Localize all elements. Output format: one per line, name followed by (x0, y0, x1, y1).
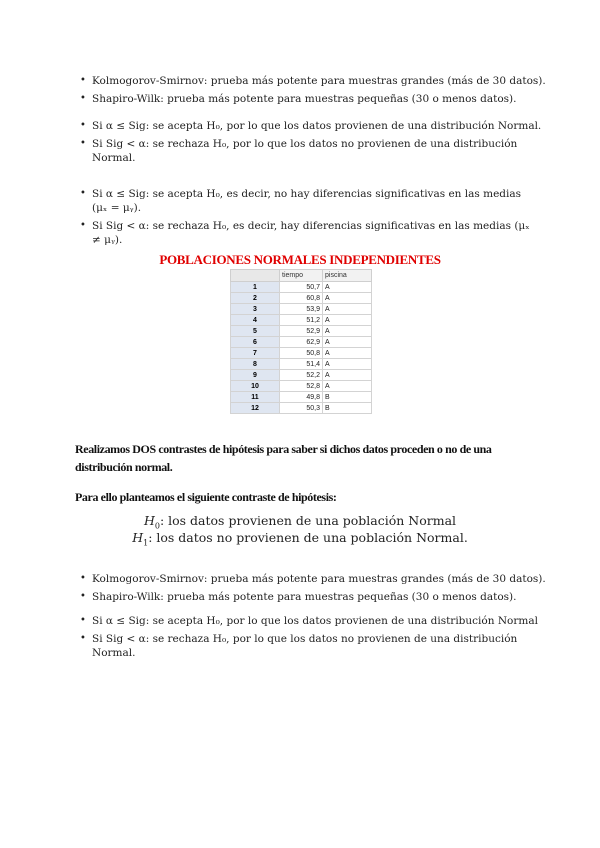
tiempo-cell: 50,3 (280, 403, 323, 414)
tiempo-cell: 52,8 (280, 381, 323, 392)
list-item (78, 590, 546, 604)
table-row (231, 337, 372, 348)
table-corner-cell (231, 270, 280, 282)
list-item-text: Kolmogorov-Smirnov: prueba más potente para muestras grandes (más de 30 datos). (92, 573, 546, 585)
row-index-cell: 3 (231, 304, 280, 315)
data-table (230, 269, 372, 414)
table-row (231, 293, 372, 304)
normality-rules-list-repeat (78, 614, 538, 664)
bullet-icon: • (80, 573, 86, 584)
piscina-cell: A (323, 337, 372, 348)
bullet-icon: • (80, 93, 86, 104)
tiempo-cell: 52,2 (280, 370, 323, 381)
h0-symbol: H (143, 513, 155, 528)
tiempo-cell: 50,8 (280, 348, 323, 359)
tiempo-cell: 51,4 (280, 359, 323, 370)
hypothesis-h1 (0, 529, 600, 552)
list-item-text: Si Sig < α: se rechaza H₀, por lo que los datos no provienen de una distribución Normal. (92, 633, 518, 659)
bullet-icon: • (80, 75, 86, 86)
piscina-cell: A (323, 348, 372, 359)
list-item-text: Si α ≤ Sig: se acepta H₀, es decir, no hay diferencias significativas en las medias (μₓ = μᵧ). (92, 188, 522, 214)
list-item (78, 187, 532, 215)
row-index-cell: 10 (231, 381, 280, 392)
tiempo-cell: 60,8 (280, 293, 323, 304)
bullet-icon: • (80, 188, 86, 199)
table-row (231, 326, 372, 337)
table-row (231, 304, 372, 315)
h1-symbol: H (132, 530, 144, 545)
table-row (231, 282, 372, 293)
row-index-cell: 9 (231, 370, 280, 381)
piscina-cell: B (323, 403, 372, 414)
list-item-text: Si Sig < α: se rechaza H₀, por lo que los datos no provienen de una distribución Normal. (92, 138, 518, 164)
piscina-cell: B (323, 392, 372, 403)
bullet-icon: • (80, 138, 86, 149)
piscina-cell: A (323, 326, 372, 337)
means-rules-list (78, 187, 532, 251)
row-index-cell: 7 (231, 348, 280, 359)
piscina-cell: A (323, 381, 372, 392)
table-row (231, 403, 372, 414)
list-item-text: Si α ≤ Sig: se acepta H₀, por lo que los datos provienen de una distribución Normal. (92, 120, 542, 132)
list-item-text: Shapiro-Wilk: prueba más potente para muestras pequeñas (30 o menos datos). (92, 93, 517, 105)
bullet-icon: • (80, 120, 86, 131)
h1-text: : los datos no provienen de una población Normal. (148, 530, 468, 545)
normality-tests-list-repeat (78, 572, 546, 608)
piscina-cell: A (323, 359, 372, 370)
list-item (78, 572, 546, 586)
table-row (231, 381, 372, 392)
list-item-text: Si α ≤ Sig: se acepta H₀, por lo que los datos provienen de una distribución Normal (92, 615, 538, 627)
list-item (78, 137, 532, 165)
bullet-icon: • (80, 220, 86, 231)
row-index-cell: 8 (231, 359, 280, 370)
row-index-cell: 5 (231, 326, 280, 337)
list-item-text: Shapiro-Wilk: prueba más potente para muestras pequeñas (30 o menos datos). (92, 591, 517, 603)
piscina-cell: A (323, 370, 372, 381)
column-header-tiempo: tiempo (280, 270, 323, 282)
list-item (78, 74, 546, 88)
list-item (78, 92, 546, 106)
tiempo-cell: 50,7 (280, 282, 323, 293)
contrast-paragraph: Para ello planteamos el siguiente contraste de hipótesis: (75, 490, 337, 504)
bullet-icon: • (80, 615, 86, 626)
list-item (78, 219, 532, 247)
piscina-cell: A (323, 282, 372, 293)
row-index-cell: 1 (231, 282, 280, 293)
intro-paragraph: Realizamos DOS contrastes de hipótesis para saber si dichos datos proceden o no de una distribución normal. (75, 442, 492, 474)
table-row (231, 315, 372, 326)
table-row (231, 348, 372, 359)
list-item-text: Si Sig < α: se rechaza H₀, es decir, hay diferencias significativas en las medias (μₓ ≠ μᵧ). (92, 220, 530, 246)
bullet-icon: • (80, 591, 86, 602)
table-row (231, 392, 372, 403)
bullet-icon: • (80, 633, 86, 644)
tiempo-cell: 51,2 (280, 315, 323, 326)
h1-subscript: 1 (143, 538, 149, 548)
tiempo-cell: 49,8 (280, 392, 323, 403)
column-header-piscina: piscina (323, 270, 372, 282)
piscina-cell: A (323, 293, 372, 304)
table-row (231, 359, 372, 370)
piscina-cell: A (323, 315, 372, 326)
normality-tests-list (78, 74, 546, 110)
list-item (78, 632, 532, 660)
row-index-cell: 11 (231, 392, 280, 403)
list-item (78, 119, 541, 133)
row-index-cell: 6 (231, 337, 280, 348)
table-header-row (231, 270, 372, 282)
list-item (78, 614, 538, 628)
table-row (231, 370, 372, 381)
tiempo-cell: 62,9 (280, 337, 323, 348)
row-index-cell: 2 (231, 293, 280, 304)
list-item-text: Kolmogorov-Smirnov: prueba más potente para muestras grandes (más de 30 datos). (92, 75, 546, 87)
row-index-cell: 4 (231, 315, 280, 326)
piscina-cell: A (323, 304, 372, 315)
tiempo-cell: 53,9 (280, 304, 323, 315)
section-heading: POBLACIONES NORMALES INDEPENDIENTES (159, 252, 441, 267)
row-index-cell: 12 (231, 403, 280, 414)
tiempo-cell: 52,9 (280, 326, 323, 337)
h0-subscript: 0 (154, 521, 160, 531)
h0-text: : los datos provienen de una población Normal (159, 513, 457, 528)
normality-rules-list (78, 119, 541, 169)
